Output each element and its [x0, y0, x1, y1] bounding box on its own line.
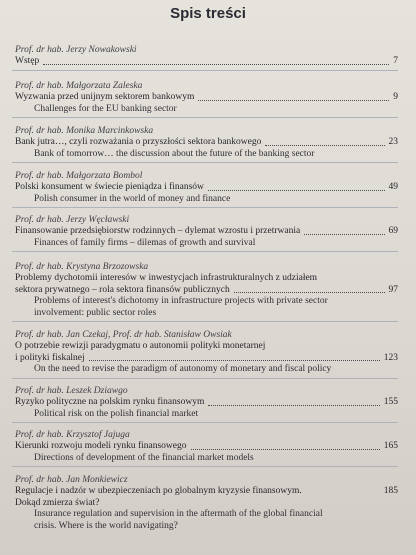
entry-title: Ryzyko polityczne na polskim rynku finansowym	[15, 397, 205, 407]
entry-title: Polski konsument w świecie pieniądza i finansów	[15, 182, 204, 192]
page-title: Spis treści	[170, 5, 246, 22]
entry-title-row[interactable]	[15, 285, 398, 297]
dot-leader	[304, 234, 384, 235]
entry-author: Prof. dr hab. Leszek Dziawgo	[15, 386, 128, 396]
entry-author: Prof. dr hab. Jan Monkiewicz	[15, 475, 128, 485]
entry-page: 9	[393, 92, 398, 102]
entry-page: 7	[393, 56, 398, 66]
entry-author: Prof. dr hab. Małgorzata Zaleska	[15, 81, 143, 91]
toc-entry	[12, 330, 398, 379]
entry-english-title-continued: crisis. Where is the world navigating?	[34, 520, 178, 531]
entry-english-title: Finances of family firms – dilemas of growth and survival	[34, 237, 256, 248]
entry-author: Prof. dr hab. Jerzy Nowakowski	[15, 45, 137, 55]
entry-title: O potrzebie rewizji paradygmatu o autonomii polityki monetarnej	[15, 341, 266, 351]
entry-english-title: Problems of interest's dichotomy in infrastructure projects with private sector	[34, 296, 328, 306]
toc-entry	[12, 386, 398, 423]
entry-title: Regulacje i nadzór w ubezpieczeniach po globalnym kryzysie finansowym.	[15, 486, 302, 496]
entry-author: Prof. dr hab. Jan Czekaj, Prof. dr hab. Stanisław Owsiak	[15, 330, 232, 340]
entry-title: Wstęp	[15, 56, 40, 66]
entry-title: Kierunki rozwoju modeli rynku finansowego	[15, 441, 187, 451]
entry-page: 123	[383, 352, 398, 363]
entry-page: 23	[388, 137, 398, 147]
dot-leader	[265, 145, 384, 146]
dot-leader	[191, 449, 380, 450]
entry-english-title: Polish consumer in the world of money and finance	[34, 193, 231, 204]
entry-title-line-1[interactable]	[15, 341, 398, 353]
toc-entry	[12, 81, 398, 118]
entry-english-title-continued: involvement: public sector roles	[34, 307, 157, 318]
toc-entry	[12, 215, 398, 252]
entry-english-title: Challenges for the EU banking sector	[34, 103, 177, 114]
entry-title-row[interactable]	[15, 226, 398, 238]
entry-title-row[interactable]	[15, 397, 398, 409]
dot-leader	[208, 405, 379, 406]
entry-title-row[interactable]	[15, 182, 398, 194]
toc-entry	[12, 126, 398, 163]
entry-page: 69	[388, 226, 398, 236]
entry-title-line-1[interactable]	[15, 486, 398, 498]
entry-title-continued: Dokąd zmierza świat?	[15, 497, 100, 508]
entry-author: Prof. dr hab. Krystyna Brzozowska	[15, 262, 149, 272]
entry-title-row[interactable]	[15, 353, 398, 365]
toc-entry	[12, 475, 398, 534]
entry-author: Prof. dr hab. Jerzy Węcławski	[15, 215, 130, 225]
entry-page: 155	[383, 397, 398, 407]
entry-title: Bank jutra…, czyli rozważania o przyszłości sektora bankowego	[15, 137, 262, 147]
toc-entry	[12, 45, 398, 71]
entry-page: 165	[383, 441, 398, 451]
entry-author: Prof. dr hab. Małgorzata Bombol	[15, 171, 143, 181]
entry-title-row[interactable]	[15, 56, 398, 68]
entry-title: Wyzwania przed unijnym sektorem bankowym	[15, 92, 195, 102]
entry-title-row[interactable]	[15, 92, 398, 104]
entry-page: 97	[388, 284, 398, 295]
dot-leader	[89, 360, 380, 361]
entry-title-row[interactable]	[15, 441, 398, 453]
entry-title-line-1[interactable]	[15, 273, 398, 285]
entry-english-title: On the need to revise the paradigm of autonomy of monetary and fiscal policy	[34, 364, 332, 374]
toc-entry	[12, 171, 398, 208]
dot-leader	[43, 64, 389, 65]
entry-page: 185	[383, 486, 398, 496]
dot-leader	[198, 100, 389, 101]
entry-title-continued: i polityki fiskalnej	[15, 352, 85, 363]
entry-english-title: Political risk on the polish financial market	[34, 408, 199, 419]
entry-english-title: Insurance regulation and supervision in the aftermath of the global financial	[34, 509, 323, 519]
entry-english-title: Bank of tomorrow… the discussion about the future of the banking sector	[34, 148, 315, 159]
entry-title-continued: sektora prywatnego – rola sektora finansów publicznych	[15, 284, 230, 295]
entry-title: Finansowanie przedsiębiorstw rodzinnych – dylemat wzrostu i przetrwania	[15, 226, 301, 236]
dot-leader	[208, 190, 385, 191]
entry-page: 49	[388, 182, 398, 192]
entry-author: Prof. dr hab. Monika Marcinkowska	[15, 126, 154, 136]
toc-entry	[12, 430, 398, 467]
entry-title-row[interactable]	[15, 498, 398, 510]
dot-leader	[234, 292, 385, 293]
entry-author: Prof. dr hab. Krzysztof Jajuga	[15, 430, 130, 440]
entry-english-title: Directions of development of the financial market models	[34, 452, 254, 463]
entry-title-row[interactable]	[15, 137, 398, 149]
entry-title: Problemy dychotomii interesów w inwestycjach infrastrukturalnych z udziałem	[15, 273, 318, 283]
toc-entry	[12, 262, 398, 322]
